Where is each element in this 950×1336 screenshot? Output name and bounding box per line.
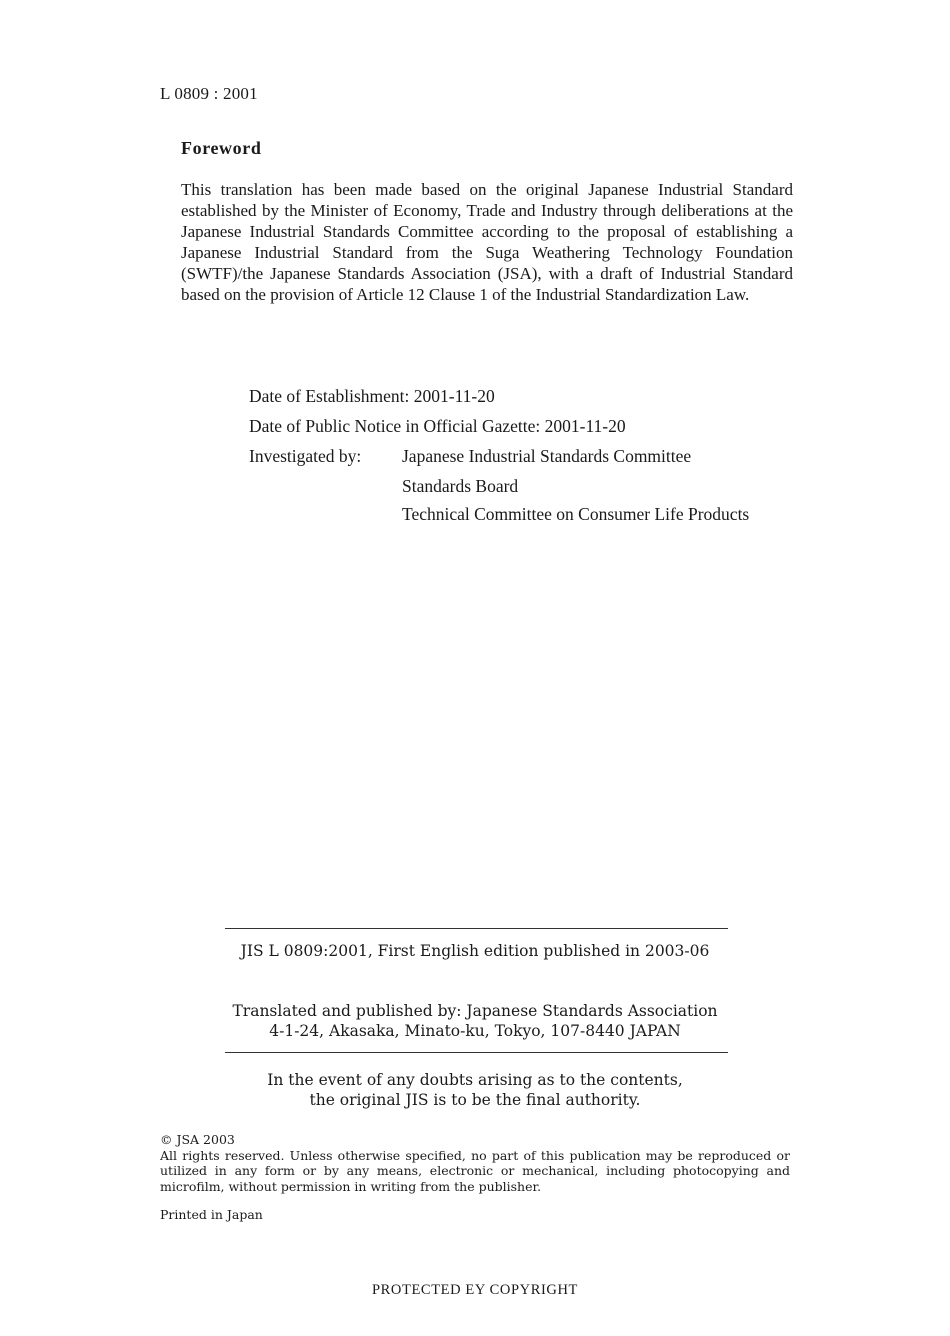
protected-by-copyright-mark: PROTECTED ΕY COPYRIGHT bbox=[372, 1282, 578, 1298]
standards-board: Standards Board bbox=[402, 476, 519, 496]
edition-line: JIS L 0809:2001, First English edition published in 2003-06 bbox=[240, 942, 710, 960]
investigating-committee: Japanese Industrial Standards Committee bbox=[402, 446, 692, 466]
top-divider bbox=[225, 928, 728, 929]
authority-note bbox=[0, 1070, 950, 1110]
date-of-public-notice: Date of Public Notice in Official Gazette: 2001-11-20 bbox=[249, 416, 626, 436]
investigated-by-label: Investigated by: bbox=[249, 446, 362, 466]
copyright-block bbox=[160, 1132, 790, 1194]
publisher-block bbox=[0, 1001, 950, 1041]
foreword-heading: Foreword bbox=[181, 138, 262, 158]
copyright-notice: © JSA 2003 bbox=[160, 1132, 235, 1147]
authority-line-1: In the event of any doubts arising as to the contents, bbox=[267, 1071, 683, 1089]
publisher-line: Translated and published by: Japanese Standards Association bbox=[232, 1002, 718, 1020]
printed-in: Printed in Japan bbox=[160, 1207, 263, 1222]
foreword-body: This translation has been made based on the original Japanese Industrial Standard established by the Minister of Economy, Trade and Industry through deliberations at the Japanese Industrial Standards Committee according to the proposal of establishing a Japanese Industrial Standard from the Suga Weathering Technology Foundation (SWTF)/the Japanese Standards Association (JSA), with a draft of Industrial Standard based on the provision of Article 12 Clause 1 of the Industrial Standardization Law. bbox=[181, 180, 793, 304]
bottom-divider bbox=[225, 1052, 728, 1053]
authority-line-2: the original JIS is to be the final authority. bbox=[309, 1091, 641, 1109]
publisher-address: 4-1-24, Akasaka, Minato-ku, Tokyo, 107-8440 JAPAN bbox=[269, 1022, 681, 1040]
technical-committee: Technical Committee on Consumer Life Products bbox=[402, 504, 750, 524]
date-of-establishment: Date of Establishment: 2001-11-20 bbox=[249, 386, 495, 406]
rights-statement: All rights reserved. Unless otherwise specified, no part of this publication may be reproduced or utilized in any form or by any means, electronic or mechanical, including photocopying and microfilm, without permission in writing from the publisher. bbox=[160, 1147, 790, 1194]
standard-number: L 0809 : 2001 bbox=[160, 84, 258, 103]
